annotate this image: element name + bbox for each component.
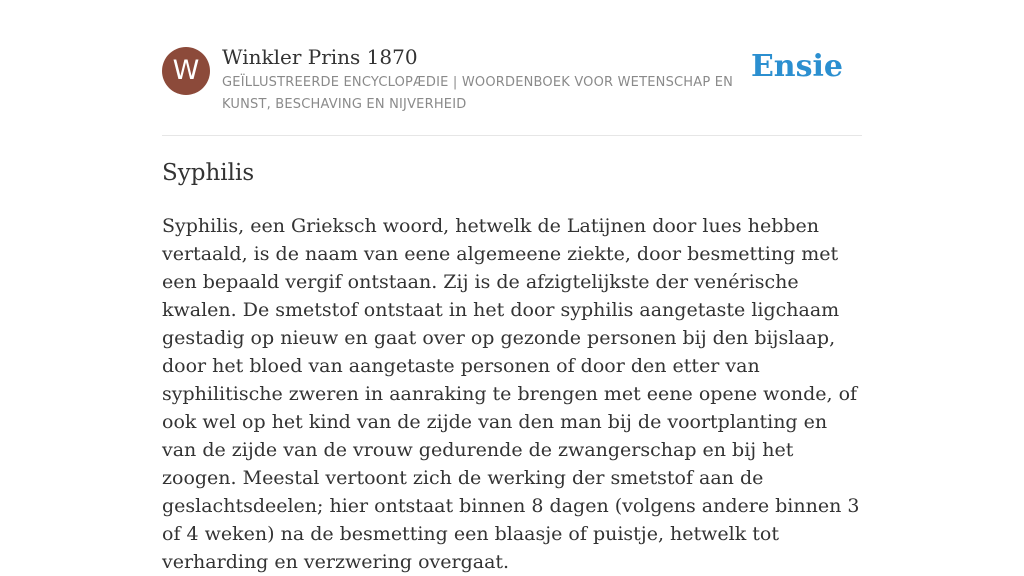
entry-header xyxy=(162,0,862,136)
entry-body-text: Syphilis, een Grieksch woord, hetwelk de Latijnen door lues hebben vertaald, is de naam van eene algemeene ziekte, door besmetting met een bepaald vergif ontstaan. Zij is de afzigtelijkste der venérische kwalen. De smetstof ontstaat in het door syphilis aangetaste ligchaam gestadig op nieuw en gaat over op gezonde personen bij den bijslaap, door het bloed van aangetaste personen of door den etter van syphilitische zweren in aanraking te brengen met eene opene wonde, of ook wel op het kind van de zijde van den man bij de voortplanting en van de zijde van de vrouw gedurende de zwangerschap en bij het zoogen. Meestal vertoont zich de werking der smetstof aan de geslachtsdeelen; hier ontstaat binnen 8 dagen (volgens andere binnen 3 of 4 weken) na de besmetting een blaasje of puistje, hetwelk tot verharding en verzwering overgaat. xyxy=(162,215,860,573)
ensie-logo[interactable]: Ensie xyxy=(750,49,843,84)
source-subtitle: GEÏLLUSTREERDE ENCYCLOPÆDIE | WOORDENBOEK VOOR WETENSCHAP EN KUNST, BESCHAVING EN NIJVERHEID xyxy=(222,75,734,112)
source-avatar[interactable]: W xyxy=(162,47,210,95)
entry-card xyxy=(162,0,862,573)
source-title[interactable]: Winkler Prins 1870 xyxy=(222,45,418,69)
entry-title: Syphilis xyxy=(162,160,255,186)
